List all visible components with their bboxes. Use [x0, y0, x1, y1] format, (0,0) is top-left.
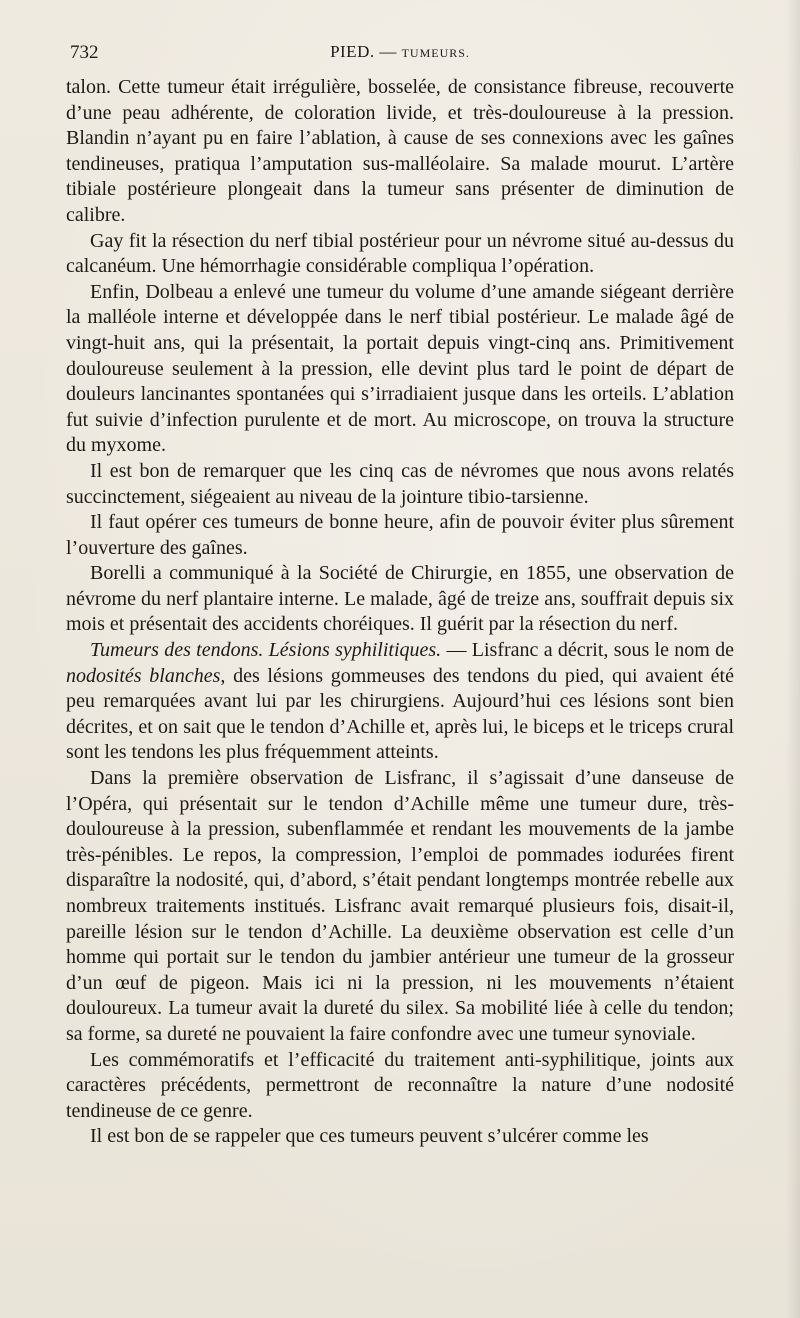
section-heading: Tumeurs des tendons. Lésions syphilitiques. — [90, 639, 442, 662]
italic-term: nodosités blanches — [66, 664, 221, 687]
paragraph-dolbeau: Enfin, Dolbeau a enlevé une tumeur du volume d’une amande siégeant derrière la malléole interne et développée dans le nerf tibial postérieur. Le malade âgé de vingt-huit ans, qui la présentait, la portait depuis vingt-cinq ans. Primitivement douloureuse seulement à la pression, elle devint plus tard le point de départ de douleurs lancinantes spontanées qui s’irradiaient jusque dans les orteils. L’ablation fut suivie d’infection purulente et de mort. Au microscope, on trouva la structure du myxome. — [66, 280, 734, 457]
paragraph-diagnosis: Les commémoratifs et l’efficacité du traitement anti-syphilitique, joints aux caractères précédents, permettront de reconnaître la nature d’une nodosité tendineuse de ce genre. — [66, 1048, 734, 1122]
page-header — [66, 42, 734, 70]
paragraph-gay: Gay fit la résection du nerf tibial postérieur pour un névrome situé au-dessus du calcanéum. Une hémorrhagie considérable compliqua l’opération. — [66, 229, 734, 278]
running-head-dash: — — [374, 42, 402, 61]
page-number: 732 — [70, 42, 99, 63]
paragraph-operate: Il faut opérer ces tumeurs de bonne heure, afin de pouvoir éviter plus sûrement l’ouverture des gaînes. — [66, 511, 734, 559]
page-edge-shadow — [786, 0, 800, 1318]
paragraph-text: — Lisfranc a décrit, sous le nom de — [441, 639, 734, 662]
paragraph-remark: Il est bon de remarquer que les cinq cas de névromes que nous avons relatés succinctement, siégeaient au niveau de la jointure tibio-tarsienne. — [66, 459, 734, 508]
running-head — [66, 42, 734, 62]
paragraph-ulceration: Il est bon de se rappeler que ces tumeurs peuvent s’ulcérer comme les — [90, 1125, 649, 1148]
paragraph-continued: talon. Cette tumeur était irrégulière, bosselée, de consistance fibreuse, recouverte d’une peau adhérente, de coloration livide, et très-douloureuse à la pression. Blandin n’ayant pu en faire l’ablation, à cause de ses connexions avec les gaînes tendineuses, pratiqua l’amputation sus-malléolaire. Sa malade mourut. L’artère tibiale postérieure plongeait dans la tumeur sans présenter de diminution de calibre. — [66, 76, 734, 226]
paragraph-text: , des lésions gommeuses des tendons du pied, qui avaient été peu remarquées avant lui par les chirurgiens. Aujourd’hui ces lésions sont bien décrites, et on sait que le tendon d’Achille et, après lui, le biceps et le triceps crural sont les tendons les plus fréquemment atteints. — [66, 664, 734, 764]
paragraph-borelli: Borelli a communiqué à la Société de Chirurgie, en 1855, une observation de névrome du nerf plantaire interne. Le malade, âgé de treize ans, souffrait depuis six mois et présentait des accidents choréiques. Il guérit par la résection du nerf. — [66, 562, 734, 636]
running-head-main: PIED. — [330, 42, 375, 61]
body-text — [66, 75, 734, 1150]
paragraph-tendon-tumors — [66, 638, 734, 766]
running-head-sub: TUMEURS. — [401, 46, 470, 60]
paragraph-lisfranc-observations: Dans la première observation de Lisfranc, il s’agissait d’une danseuse de l’Opéra, qui présentait sur le tendon d’Achille même une tumeur dure, très-douloureuse à la pression, subenflammée et rendant les mouvements de la jambe très-pénibles. Le repos, la compression, l’emploi de pommades iodurées firent disparaître la nodosité, qui, d’abord, s’était pendant longtemps montrée rebelle aux nombreux traitements institués. Lisfranc avait remarqué plusieurs fois, disait-il, pareille lésion sur le tendon d’Achille. La deuxième observation est celle d’un homme qui portait sur le tendon du jambier antérieur une tumeur de la grosseur d’un œuf de pigeon. Mais ici ni la pression, ni les mouvements n’étaient douloureux. La tumeur avait la dureté du silex. Sa mobilité liée à celle du tendon; sa forme, sa dureté ne pouvaient la faire confondre avec une tumeur synoviale. — [66, 767, 734, 1045]
